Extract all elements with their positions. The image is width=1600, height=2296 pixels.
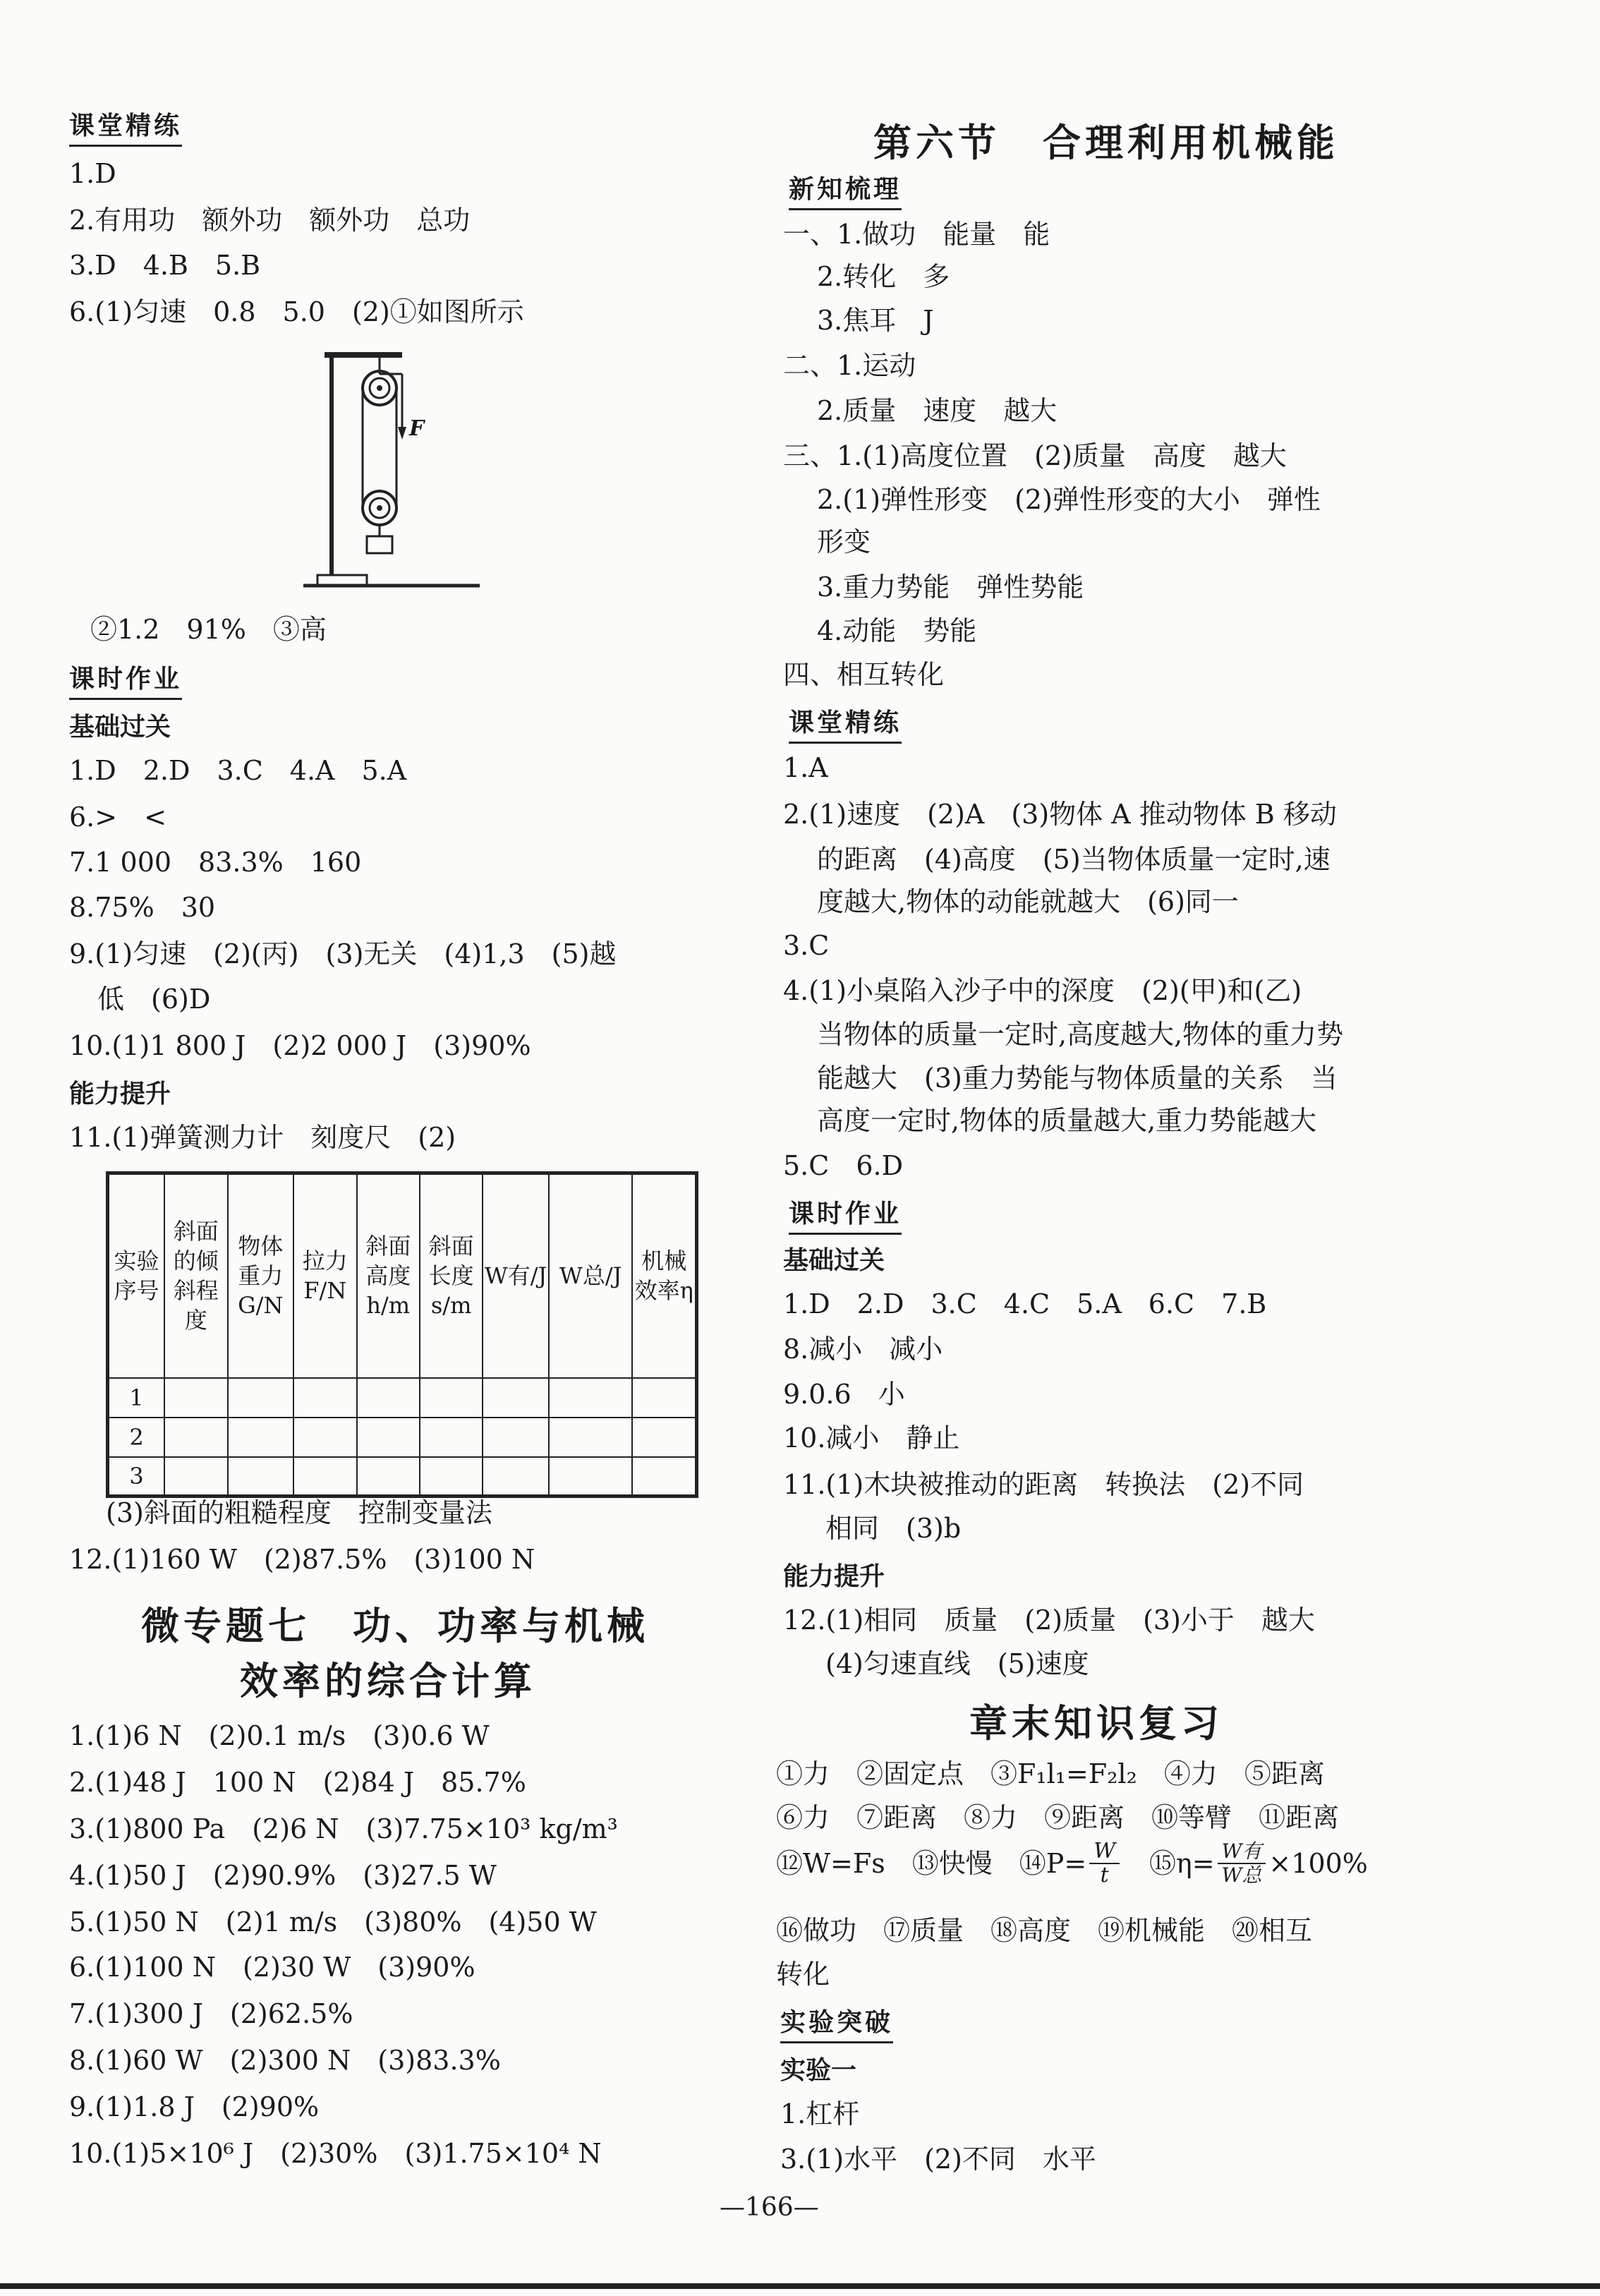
answer-line: 2.(1)48 J 100 N (2)84 J 85.7% [69,1767,526,1798]
review-line: 转化 [776,1959,830,1990]
formula-text: ⑫W=Fs ⑬快慢 ⑭P= [776,1848,1087,1879]
fraction-numerator: W [1089,1840,1120,1864]
answer-line: 4.(1)50 J (2)90.9% (3)27.5 W [69,1860,497,1891]
answer-line: 12.(1)160 W (2)87.5% (3)100 N [69,1544,535,1575]
right-nengli-heading: 能力提升 [783,1561,885,1591]
right-keshi-heading: 课时作业 [789,1194,902,1235]
answer-line: 2.转化 多 [817,261,950,292]
answer-line: 10.(1)5×10⁶ J (2)30% (3)1.75×10⁴ N [69,2138,602,2169]
answer-line: 11.(1)木块被推动的距离 转换法 (2)不同 [783,1469,1304,1500]
experiment-table [106,1171,698,1498]
answer-line: 2.(1)弹性形变 (2)弹性形变的大小 弹性 [817,484,1321,515]
answer-line: 4.(1)小桌陷入沙子中的深度 (2)(甲)和(乙) [783,975,1302,1006]
table-header: 斜面的倾斜程度 [164,1173,227,1378]
answer-line: 低 (6)D [97,984,211,1015]
fraction-efficiency [1218,1840,1266,1887]
page-number: —166— [720,2193,819,2222]
section-title: 第六节 合理利用机械能 [873,121,1339,165]
answer-line: 10.减小 静止 [783,1422,960,1454]
answer-line: 三、1.(1)高度位置 (2)质量 高度 越大 [783,440,1287,471]
answer-line: 高度一定时,物体的质量越大,重力势能越大 [817,1105,1317,1136]
topic-title-line1: 微专题七 功、功率与机械 [141,1604,649,1648]
table-header: 机械效率η [632,1173,696,1378]
review-line: ⑥力 ⑦距离 ⑧力 ⑨距离 ⑩等臂 ⑪距离 [776,1802,1340,1833]
formula-line [776,1840,1368,1887]
answer-line: ②1.2 91% ③高 [90,614,327,645]
answer-line: 3.C [783,930,830,961]
answer-line: 2.(1)速度 (2)A (3)物体 A 推动物体 B 移动 [783,799,1337,830]
review-line: ①力 ②固定点 ③F₁l₁=F₂l₂ ④力 ⑤距离 [776,1758,1325,1789]
answer-line: 当物体的质量一定时,高度越大,物体的重力势 [817,1019,1344,1050]
right-ketang-heading: 课堂精练 [789,703,902,744]
answer-line: 12.(1)相同 质量 (2)质量 (3)小于 越大 [783,1605,1315,1636]
answer-line: 4.动能 势能 [817,615,977,646]
answer-line: 形变 [817,526,871,557]
answer-line: 能越大 (3)重力势能与物体质量的关系 当 [817,1063,1338,1094]
table-header: W有/J [483,1173,549,1378]
table-row [108,1457,697,1497]
answer-line: 9.(1)匀速 (2)(丙) (3)无关 (4)1,3 (5)越 [69,938,617,969]
fraction-power [1089,1840,1120,1887]
review-line: ⑯做功 ⑰质量 ⑱高度 ⑲机械能 ⑳相互 [776,1915,1313,1946]
right-xinzhi-heading: 新知梳理 [789,169,902,210]
table-row [108,1418,697,1457]
bottom-rule [0,2283,1600,2289]
answer-line: 2.质量 速度 越大 [817,395,1057,426]
force-label: F [409,416,425,441]
formula-text: ×100% [1268,1848,1368,1879]
answer-line: 3.重力势能 弹性势能 [817,572,1084,603]
answer-line: (4)匀速直线 (5)速度 [825,1648,1089,1679]
answer-line: 8.(1)60 W (2)300 N (3)83.3% [69,2045,501,2076]
left-nengli-heading: 能力提升 [69,1079,171,1108]
answer-line: 1.D 2.D 3.C 4.A 5.A [69,755,407,786]
answer-line: 9.(1)1.8 J (2)90% [69,2091,320,2122]
pulley-figure [296,342,522,596]
answer-line: 3.(1)800 Pa (2)6 N (3)7.75×10³ kg/m³ [69,1813,618,1844]
table-cell: 3 [108,1457,165,1497]
table-header: 实验序号 [108,1173,165,1378]
right-shiyan1-heading: 实验一 [780,2055,857,2085]
topic-title-line2: 效率的综合计算 [240,1659,536,1703]
answer-line: 度越大,物体的动能就越大 (6)同一 [817,886,1239,917]
answer-line: 8.75% 30 [69,892,216,923]
right-shiyan-heading: 实验突破 [780,2002,893,2043]
right-jichu-heading: 基础过关 [783,1245,885,1275]
fraction-denominator: W总 [1221,1863,1262,1887]
answer-line: 二、1.运动 [783,350,916,381]
answer-line: 1.D [69,158,116,189]
answer-line: 10.(1)1 800 J (2)2 000 J (3)90% [69,1030,531,1061]
answer-line: 一、1.做功 能量 能 [783,219,1050,250]
answer-line: 6.> < [69,802,166,833]
answer-line: 6.(1)匀速 0.8 5.0 (2)①如图所示 [69,296,524,327]
left-jichu-heading: 基础过关 [69,712,171,742]
answer-line: 1.(1)6 N (2)0.1 m/s (3)0.6 W [69,1720,490,1751]
answer-line: 5.(1)50 N (2)1 m/s (3)80% (4)50 W [69,1907,597,1938]
answer-line: 1.D 2.D 3.C 4.C 5.A 6.C 7.B [783,1288,1267,1319]
fraction-denominator: t [1100,1863,1109,1887]
table-cell: 1 [108,1378,165,1418]
answer-line: (3)斜面的粗糙程度 控制变量法 [106,1497,492,1528]
answer-line: 四、相互转化 [783,659,945,690]
table-header: 斜面长度s/m [420,1173,483,1378]
answer-line: 3.(1)水平 (2)不同 水平 [780,2144,1096,2175]
answer-line: 7.(1)300 J (2)62.5% [69,1998,353,2029]
answer-line: 3.焦耳 J [817,305,934,336]
answer-line: 1.A [783,752,828,783]
review-title: 章末知识复习 [969,1701,1223,1746]
answer-line: 相同 (3)b [825,1513,962,1544]
fraction-numerator: W有 [1218,1840,1266,1864]
answer-line: 2.有用功 额外功 额外功 总功 [69,205,471,236]
left-keshi-heading: 课时作业 [69,659,182,700]
table-header: 拉力F/N [293,1173,356,1378]
answer-line: 9.0.6 小 [783,1379,905,1410]
answer-line: 6.(1)100 N (2)30 W (3)90% [69,1952,475,1983]
table-row [108,1378,697,1418]
answer-line: 7.1 000 83.3% 160 [69,847,362,878]
answer-line: 5.C 6.D [783,1150,904,1181]
answer-line: 11.(1)弹簧测力计 刻度尺 (2) [69,1122,456,1153]
table-header: 斜面高度h/m [357,1173,420,1378]
answer-line: 1.杠杆 [780,2098,860,2129]
table-header: W总/J [549,1173,633,1378]
answer-line: 的距离 (4)高度 (5)当物体质量一定时,速 [817,844,1331,875]
answer-line: 3.D 4.B 5.B [69,250,261,281]
left-ketang-heading: 课堂精练 [69,106,182,147]
table-cell: 2 [108,1418,165,1457]
table-header: 物体重力G/N [228,1173,294,1378]
formula-text: ⑮η= [1122,1848,1215,1879]
answer-line: 8.减小 减小 [783,1334,943,1365]
